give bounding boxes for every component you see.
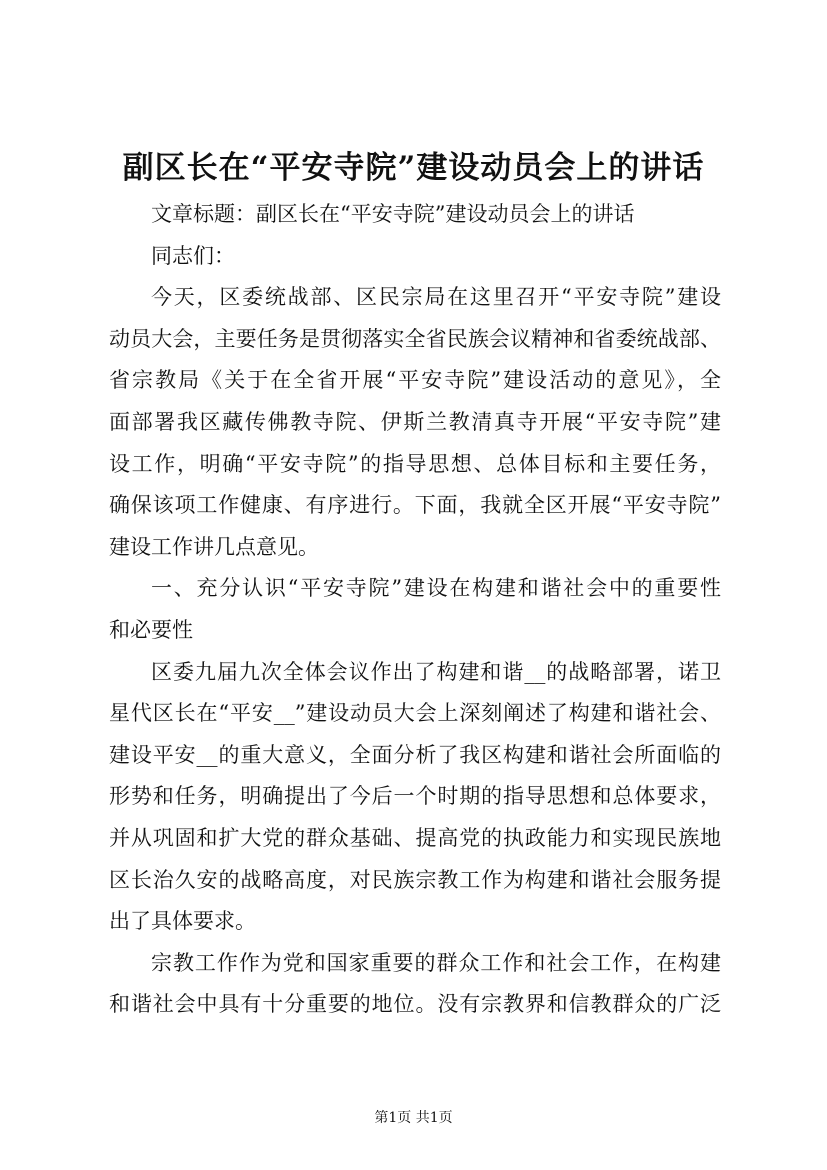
text-line: 出了具体要求。 — [109, 909, 256, 934]
text-line: 形势和任务，明确提出了今后一个时期的指导思想和总体要求， — [109, 784, 721, 809]
text-line: 省宗教局《关于在全省开展“平安寺院”建设活动的意见》，全 — [109, 368, 721, 393]
text-line: 星代区长在“平安__”建设动员大会上深刻阐述了构建和谐社会、 — [109, 701, 721, 726]
text-line: 建设平安__的重大意义，全面分析了我区构建和谐社会所面临的 — [109, 742, 721, 767]
text-line: 确保该项工作健康、有序进行。下面，我就全区开展“平安寺院” — [109, 493, 721, 518]
text-line: 面部署我区藏传佛教寺院、伊斯兰教清真寺开展“平安寺院”建 — [109, 409, 721, 434]
document-title: 副区长在“平安寺院”建设动员会上的讲话 — [122, 150, 705, 186]
text-line: 并从巩固和扩大党的群众基础、提高党的执政能力和实现民族地 — [109, 825, 721, 850]
document-body — [109, 194, 721, 1026]
text-line: 动员大会，主要任务是贯彻落实全省民族会议精神和省委统战部、 — [109, 326, 721, 351]
text-line: 和必要性 — [109, 617, 193, 642]
text-line: 设工作，明确“平安寺院”的指导思想、总体目标和主要任务， — [109, 451, 721, 476]
text-line: 同志们： — [151, 243, 235, 268]
text-line: 今天，区委统战部、区民宗局在这里召开“平安寺院”建设 — [151, 285, 721, 310]
text-line: 建设工作讲几点意见。 — [109, 534, 319, 559]
text-line: 区长治久安的战略高度，对民族宗教工作为构建和谐社会服务提 — [109, 867, 721, 892]
text-line: 宗教工作作为党和国家重要的群众工作和社会工作，在构建 — [151, 950, 721, 975]
text-line: 区委九届九次全体会议作出了构建和谐__的战略部署，诺卫 — [151, 659, 721, 684]
text-line: 和谐社会中具有十分重要的地位。没有宗教界和信教群众的广泛 — [109, 992, 721, 1017]
page-footer: 第1页 共1页 — [374, 1110, 453, 1126]
text-line: 一、充分认识“平安寺院”建设在构建和谐社会中的重要性 — [151, 576, 721, 601]
text-line: 文章标题：副区长在“平安寺院”建设动员会上的讲话 — [151, 202, 635, 226]
